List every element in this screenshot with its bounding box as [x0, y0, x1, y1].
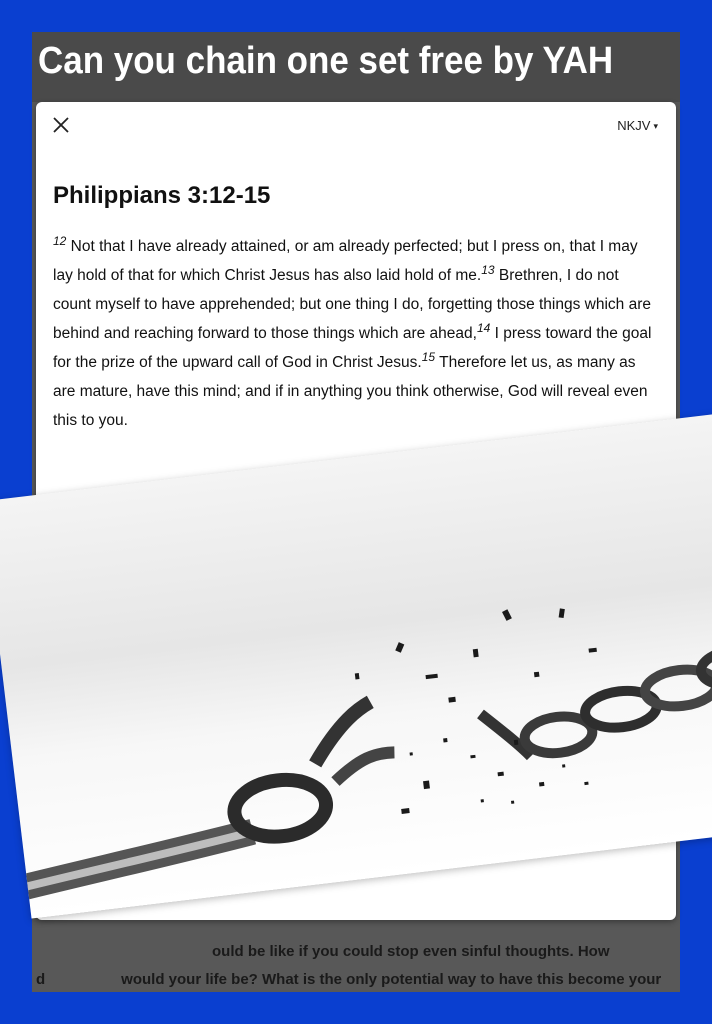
broken-chain-illustration: [0, 411, 712, 918]
close-button[interactable]: [50, 114, 72, 136]
verse-text: Therefore let us, as many as are mature, have this mind; and if in anything you think otherwise, God will reveal even this to you.: [53, 354, 648, 429]
close-icon: [50, 114, 72, 136]
verse-text: Brethren, I do not count myself to have apprehended; but one thing I do, forgetting those things which are behind and reaching forward to those things which are ahead,: [53, 267, 652, 342]
verse-number: 12: [53, 234, 67, 248]
broken-chain-image: [0, 411, 712, 918]
verse-text: Not that I have already attained, or am already perfected; but I press on, that I may lay hold of that for which Christ Jesus has also laid hold of me.: [53, 238, 638, 284]
right-chain: [476, 645, 712, 761]
verse-number: 15: [421, 350, 436, 364]
verse-number: 14: [476, 321, 491, 335]
background-line-2: d would your life be? What is the only potential way to have this become your: [36, 971, 662, 988]
verse-number: 13: [481, 263, 495, 277]
version-selector[interactable]: [617, 118, 658, 133]
background-article-text: [32, 938, 684, 994]
passage-text: [53, 232, 659, 435]
banner: [32, 32, 680, 102]
left-chain: [0, 700, 405, 891]
background-line-1: ould be like if you could stop even sinful thoughts. How: [212, 943, 610, 960]
chain-fragments: [349, 599, 613, 820]
verse-text: I press toward the goal for the prize of the upward call of God in Christ Jesus.: [53, 325, 652, 371]
version-label: NKJV: [617, 118, 651, 133]
banner-title: Can you chain one set free by YAH: [38, 40, 614, 82]
chevron-down-icon: ▾: [653, 121, 658, 131]
passage-reference: Philippians 3:12-15: [53, 182, 271, 209]
